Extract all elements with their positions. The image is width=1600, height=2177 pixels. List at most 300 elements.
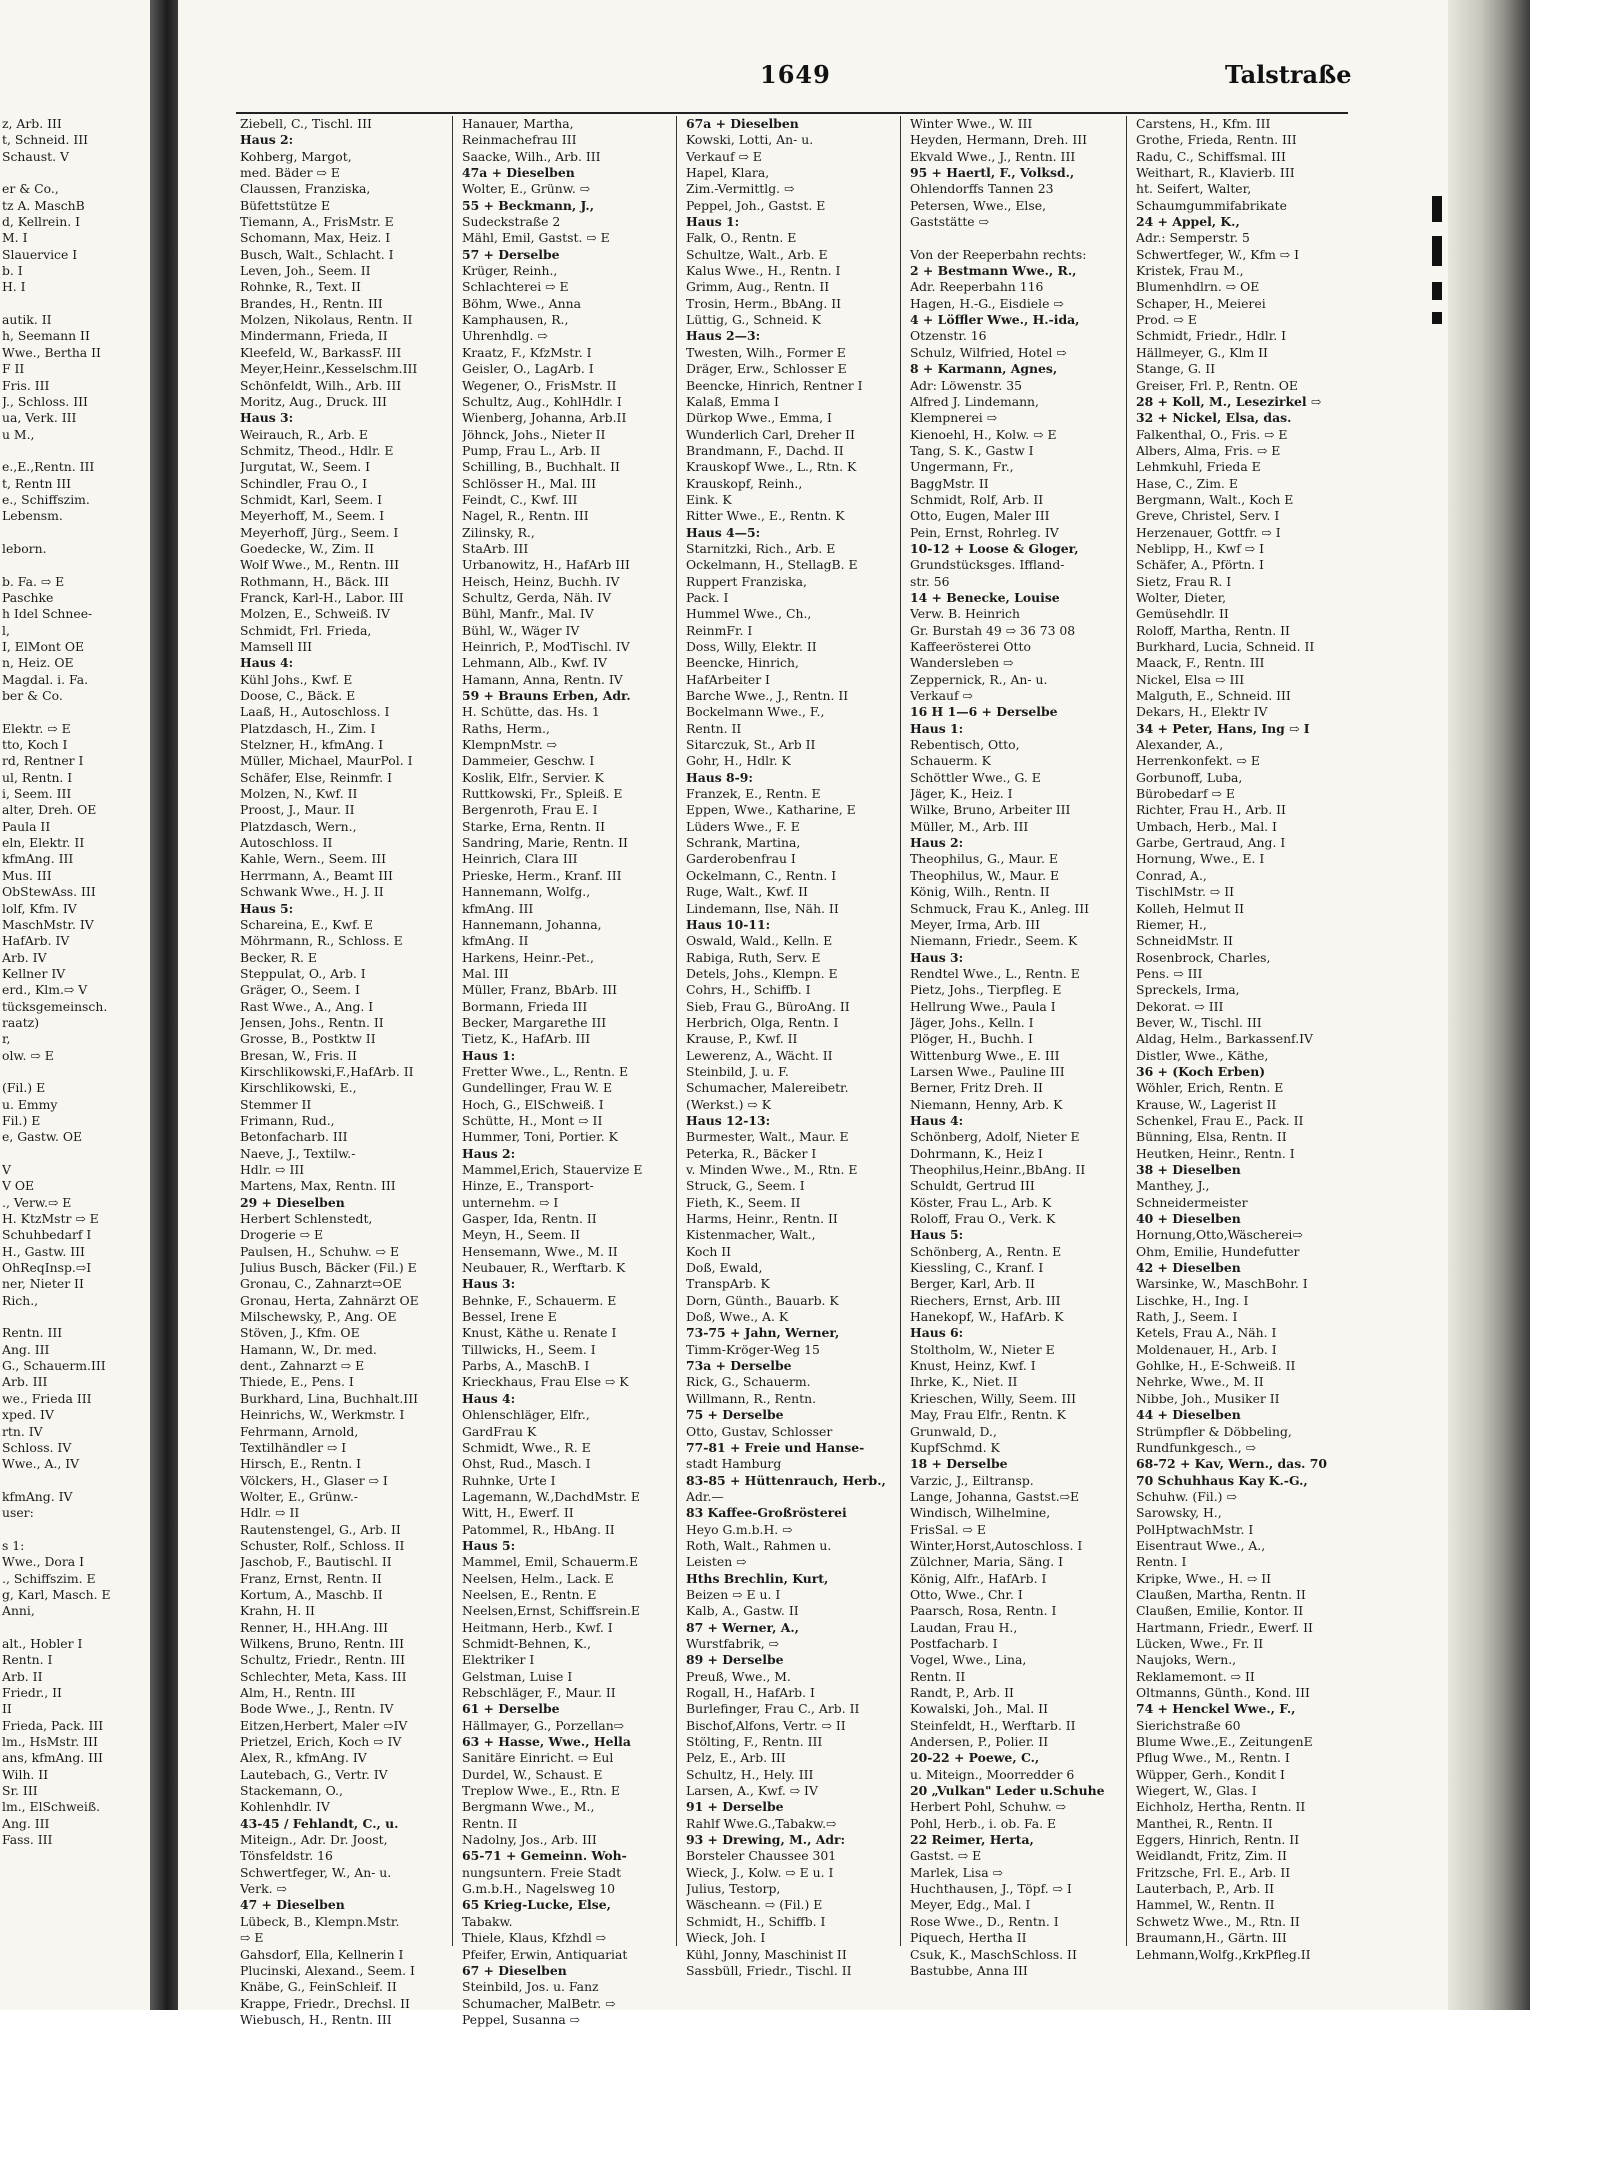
directory-entry: Hällmayer, G., Porzellan⇨ xyxy=(462,1717,625,1733)
directory-entry: Haus 10-11: xyxy=(686,916,771,932)
directory-entry: May, Frau Elfr., Rentn. K xyxy=(910,1407,1066,1423)
directory-entry: Bever, W., Tischl. III xyxy=(1136,1014,1262,1030)
directory-entry: König, Wilh., Rentn. II xyxy=(910,884,1050,900)
directory-entry: Wolter, E., Grünw. ⇨ xyxy=(462,181,591,197)
directory-entry: Busch, Walt., Schlacht. I xyxy=(240,246,394,262)
directory-entry: Laaß, H., Autoschloss. I xyxy=(240,704,390,720)
directory-entry: Schlachterei ⇨ E xyxy=(462,279,569,295)
directory-entry: u. Miteign., Moorredder 6 xyxy=(910,1766,1075,1782)
directory-entry: Warsinke, W., MaschBohr. I xyxy=(1136,1276,1308,1292)
directory-entry: Herrenkonfekt. ⇨ E xyxy=(1136,753,1260,769)
directory-entry: Riechers, Ernst, Arb. III xyxy=(910,1292,1061,1308)
directory-entry: 63 + Hasse, Wwe., Hella xyxy=(462,1734,631,1750)
directory-entry: 4 + Löffler Wwe., H.-ida, xyxy=(910,312,1080,328)
directory-entry: Weidlandt, Fritz, Zim. II xyxy=(1136,1848,1287,1864)
directory-entry: Gelstman, Luise I xyxy=(462,1668,573,1684)
directory-entry: Hornung,Otto,Wäscherei⇨ xyxy=(1136,1227,1303,1243)
directory-entry: Hapel, Klara, xyxy=(686,165,770,181)
directory-entry: Bühl, W., Wäger IV xyxy=(462,622,580,638)
directory-entry: Stackemann, O., xyxy=(240,1783,343,1799)
directory-entry: Kaffeerösterei Otto xyxy=(910,639,1031,654)
directory-entry: SchneidMstr. II xyxy=(1136,933,1233,949)
directory-entry: Lischke, H., Ing. I xyxy=(1136,1292,1249,1308)
directory-entry: Schlechter, Meta, Kass. III xyxy=(240,1668,407,1684)
directory-entry: Burmester, Walt., Maur. E xyxy=(686,1129,849,1145)
directory-entry: 57 + Derselbe xyxy=(462,246,560,262)
directory-entry: Brandmann, F., Dachd. II xyxy=(686,442,844,458)
directory-entry: Gräger, O., Seem. I xyxy=(240,982,360,998)
directory-entry: Zülchner, Maria, Säng. I xyxy=(910,1554,1064,1570)
directory-entry: Wwe., Bertha II xyxy=(2,344,101,360)
directory-entry: Bergmann Wwe., M., xyxy=(462,1799,595,1815)
directory-entry: Neelsen,Ernst, Schiffsrein.E xyxy=(462,1603,640,1619)
directory-entry: Schaumgummifabrikate xyxy=(1136,197,1287,213)
directory-entry: Knäbe, G., FeinSchleif. II xyxy=(240,1979,397,1995)
directory-entry: Stelzner, H., kfmAng. I xyxy=(240,737,384,753)
directory-entry: Becker, Margarethe III xyxy=(462,1014,607,1030)
directory-entry: H., Gastw. III xyxy=(2,1243,85,1259)
directory-entry: HafArb. IV xyxy=(2,933,70,949)
directory-column-4 xyxy=(910,116,1120,1979)
directory-entry: Ohlendorffs Tannen 23 xyxy=(910,181,1054,197)
directory-entry: kfmAng. III xyxy=(462,900,534,916)
directory-entry: Stange, G. II xyxy=(1136,361,1216,377)
directory-entry: dent., Zahnarzt ⇨ E xyxy=(240,1358,365,1374)
directory-entry: Gronau, C., Zahnarzt⇨OE xyxy=(240,1276,402,1292)
directory-entry: Rundfunkgesch., ⇨ xyxy=(1136,1439,1257,1455)
directory-entry: Schmidt, Rolf, Arb. II xyxy=(910,491,1044,507)
directory-entry: ., Verw.⇨ E xyxy=(2,1194,72,1210)
directory-entry: Wwe., Dora I xyxy=(2,1554,85,1570)
directory-entry: Arb. IV xyxy=(2,949,47,965)
directory-entry: tücksgemeinsch. xyxy=(2,998,108,1014)
directory-entry: 87 + Werner, A., xyxy=(686,1619,799,1635)
directory-entry: Lebensm. xyxy=(2,508,63,524)
directory-entry: Zeppernick, R., An- u. xyxy=(910,671,1048,687)
directory-entry: Garbe, Gertraud, Ang. I xyxy=(1136,835,1286,851)
directory-entry: r, xyxy=(2,1031,11,1047)
directory-entry: 47a + Dieselben xyxy=(462,165,575,181)
directory-entry: Mähl, Emil, Gastst. ⇨ E xyxy=(462,230,610,246)
directory-entry: Greve, Christel, Serv. I xyxy=(1136,508,1280,524)
directory-entry: Steinbild, Jos. u. Fanz xyxy=(462,1979,599,1995)
directory-entry: Gr. Burstah 49 ⇨ 36 73 08 xyxy=(910,622,1076,638)
directory-entry: Gronau, Herta, Zahnärzt OE xyxy=(240,1292,419,1308)
directory-entry: Bormann, Frieda III xyxy=(462,998,588,1014)
directory-entry: Roth, Walt., Rahmen u. xyxy=(686,1537,832,1553)
directory-entry: Hällmeyer, G., Klm II xyxy=(1136,344,1268,360)
directory-entry: Kripke, Wwe., H. ⇨ II xyxy=(1136,1570,1272,1586)
directory-entry: MaschMstr. IV xyxy=(2,916,94,932)
directory-entry: Haus 5: xyxy=(240,900,294,916)
directory-entry: Fil.) E xyxy=(2,1112,41,1128)
directory-entry: Hornung, Wwe., E. I xyxy=(1136,851,1265,867)
directory-entry: PolHptwachMstr. I xyxy=(1136,1521,1254,1537)
directory-entry: Alfred J. Lindemann, xyxy=(910,393,1039,409)
directory-entry: Wieck, J., Kolw. ⇨ E u. I xyxy=(686,1864,834,1880)
directory-entry: Ruhnke, Urte I xyxy=(462,1472,556,1488)
directory-entry: 77-81 + Freie und Hanse- xyxy=(686,1439,865,1455)
directory-entry: Eitzen,Herbert, Maler ⇨IV xyxy=(240,1717,408,1733)
directory-entry: Heisch, Heinz, Buchh. IV xyxy=(462,573,620,589)
directory-entry: Schmidt-Behnen, K., xyxy=(462,1635,591,1651)
directory-entry: erd., Klm.⇨ V xyxy=(2,982,88,998)
directory-entry: Textilhändler ⇨ I xyxy=(240,1439,347,1455)
directory-entry: Plöger, H., Buchh. I xyxy=(910,1031,1033,1047)
directory-entry: Kortum, A., Maschb. II xyxy=(240,1586,383,1602)
directory-entry: Beizen ⇨ E u. I xyxy=(686,1586,781,1602)
directory-entry: Durdel, W., Schaust. E xyxy=(462,1766,603,1782)
directory-entry: Hoch, G., ElSchweiß. I xyxy=(462,1096,604,1112)
directory-entry: Wieck, Joh. I xyxy=(686,1930,766,1946)
directory-entry: Heinrichs, W., Werkmstr. I xyxy=(240,1407,405,1423)
directory-entry: Haus 1: xyxy=(462,1047,516,1063)
directory-entry: Rentn. II xyxy=(910,1668,966,1684)
directory-entry: ReinmFr. I xyxy=(686,622,753,638)
directory-entry: Eisentraut Wwe., A., xyxy=(1136,1537,1266,1553)
directory-entry: Schneidermeister xyxy=(1136,1194,1248,1210)
directory-entry: Gohr, H., Hdlr. K xyxy=(686,753,791,769)
directory-entry: Prod. ⇨ E xyxy=(1136,312,1197,328)
directory-entry: Schultz, Aug., KohlHdlr. I xyxy=(462,393,622,409)
directory-entry: Ockelmann, C., Rentn. I xyxy=(686,867,837,883)
directory-entry: Kalb, A., Gastw. II xyxy=(686,1603,799,1619)
directory-entry: Theophilus, W., Maur. E xyxy=(910,867,1060,883)
directory-entry: u. Emmy xyxy=(2,1096,58,1112)
directory-entry: 95 + Haertl, F., Volksd., xyxy=(910,165,1075,181)
directory-entry: Timm-Kröger-Weg 15 xyxy=(686,1341,820,1357)
directory-entry: Ekvald Wwe., J., Rentn. III xyxy=(910,148,1076,164)
directory-entry: Reklamemont. ⇨ II xyxy=(1136,1668,1255,1684)
directory-entry: Mindermann, Frieda, II xyxy=(240,328,388,344)
directory-entry: ua, Verk. III xyxy=(2,410,77,426)
directory-entry: Proost, J., Maur. II xyxy=(240,802,355,818)
directory-entry: user: xyxy=(2,1505,34,1521)
directory-entry: xped. IV xyxy=(2,1407,54,1423)
directory-entry: g, Karl, Masch. E xyxy=(2,1586,111,1602)
directory-entry: unternehm. ⇨ I xyxy=(462,1194,559,1210)
directory-entry: Schenkel, Frau E., Pack. II xyxy=(1136,1112,1304,1128)
directory-entry: Wandersleben ⇨ xyxy=(910,655,1014,671)
directory-entry: Bessel, Irene E xyxy=(462,1309,557,1325)
directory-entry: Jensen, Johs., Rentn. II xyxy=(240,1014,384,1030)
directory-entry: Plucinski, Alexand., Seem. I xyxy=(240,1962,415,1978)
directory-entry: ObStewAss. III xyxy=(2,884,96,900)
directory-entry: Huchthausen, J., Töpf. ⇨ I xyxy=(910,1881,1072,1897)
directory-entry: Rohnke, R., Text. II xyxy=(240,279,361,295)
directory-entry: Stoltholm, W., Nieter E xyxy=(910,1341,1055,1357)
directory-entry: Paulsen, H., Schuhw. ⇨ E xyxy=(240,1243,400,1259)
directory-entry: Schultz, Gerda, Näh. IV xyxy=(462,589,612,605)
directory-entry: Wilkens, Bruno, Rentn. III xyxy=(240,1635,404,1651)
directory-entry xyxy=(2,1064,150,1080)
directory-entry: Witt, H., Ewerf. II xyxy=(462,1505,574,1521)
directory-entry: Neelsen, E., Rentn. E xyxy=(462,1586,597,1602)
directory-entry: Molzen, Nikolaus, Rentn. II xyxy=(240,312,413,328)
directory-column-3 xyxy=(686,116,896,1979)
directory-entry: Mamsell III xyxy=(240,639,313,654)
directory-entry: Niemann, Henny, Arb. K xyxy=(910,1096,1063,1112)
directory-entry: Schönfeldt, Wilh., Arb. III xyxy=(240,377,402,393)
directory-entry: Sarowsky, H., xyxy=(1136,1505,1222,1521)
directory-entry: Feindt, C., Kwf. III xyxy=(462,491,578,507)
directory-entry: Wöhler, Erich, Rentn. E xyxy=(1136,1080,1284,1096)
directory-entry: Wilh. II xyxy=(2,1766,49,1782)
directory-entry: Kirschlikowski,F.,HafArb. II xyxy=(240,1063,414,1079)
directory-entry: Schmidt, Karl, Seem. I xyxy=(240,491,382,507)
directory-entry: Krauskopf Wwe., L., Rtn. K xyxy=(686,459,857,475)
directory-entry: Schrank, Martina, xyxy=(686,835,801,851)
directory-entry: Verkauf ⇨ xyxy=(910,688,973,704)
directory-entry: ans, kfmAng. III xyxy=(2,1750,103,1766)
directory-entry: Kraatz, F., KfzMstr. I xyxy=(462,344,592,360)
directory-entry: raatz) xyxy=(2,1014,40,1030)
directory-entry: Schwetz Wwe., M., Rtn. II xyxy=(1136,1913,1300,1929)
directory-entry: Ang. III xyxy=(2,1341,50,1357)
directory-entry: Haus 2: xyxy=(462,1145,516,1161)
directory-entry: Rebentisch, Otto, xyxy=(910,737,1020,753)
directory-entry: Otto, Eugen, Maler III xyxy=(910,508,1050,524)
directory-entry: Lautebach, G., Vertr. IV xyxy=(240,1766,388,1782)
directory-entry: Csuk, K., MaschSchloss. II xyxy=(910,1946,1077,1962)
directory-entry: 36 + (Koch Erben) xyxy=(1136,1063,1266,1079)
directory-entry: Burlefinger, Frau C., Arb. II xyxy=(686,1701,860,1717)
directory-entry: Lücken, Wwe., Fr. II xyxy=(1136,1635,1264,1651)
directory-entry: Steinbild, J. u. F. xyxy=(686,1063,789,1079)
directory-entry: Kowski, Lotti, An- u. xyxy=(686,132,814,148)
directory-entry: 73-75 + Jahn, Werner, xyxy=(686,1325,840,1341)
directory-entry: Schaust. V xyxy=(2,148,69,164)
directory-entry: Falkenthal, O., Fris. ⇨ E xyxy=(1136,426,1288,442)
directory-entry: I, ElMont OE xyxy=(2,639,85,654)
directory-entry: Krappe, Friedr., Drechsl. II xyxy=(240,1995,410,2011)
directory-entry: Heyo G.m.b.H. ⇨ xyxy=(686,1521,793,1537)
directory-entry: Schmitz, Theod., Hdlr. E xyxy=(240,442,394,458)
directory-entry: V OE xyxy=(2,1178,35,1194)
directory-entry: Alexander, A., xyxy=(1136,737,1224,753)
directory-entry: Haus 6: xyxy=(910,1325,964,1341)
directory-entry: Berner, Fritz Dreh. II xyxy=(910,1080,1043,1096)
directory-entry: Hamann, W., Dr. med. xyxy=(240,1341,377,1357)
directory-entry: Ruge, Walt., Kwf. II xyxy=(686,884,808,900)
directory-entry: Theophilus,Heinr.,BbAng. II xyxy=(910,1162,1086,1177)
directory-entry: Wunderlich Carl, Dreher II xyxy=(686,426,855,442)
directory-entry: Bockelmann Wwe., F., xyxy=(686,704,825,720)
directory-entry: Becker, R. E xyxy=(240,949,317,965)
directory-entry: Maack, F., Rentn. III xyxy=(1136,655,1265,671)
directory-entry: Hinze, E., Transport- xyxy=(462,1178,594,1194)
directory-entry: Hanauer, Martha, xyxy=(462,116,574,131)
directory-entry: Manthei, R., Rentn. II xyxy=(1136,1815,1273,1831)
directory-entry: Verw. B. Heinrich xyxy=(910,606,1020,622)
directory-entry: V xyxy=(2,1162,11,1177)
directory-entry: Preuß, Wwe., M. xyxy=(686,1668,791,1684)
directory-entry: 18 + Derselbe xyxy=(910,1456,1008,1472)
directory-entry: Krauskopf, Reinh., xyxy=(686,475,803,491)
directory-entry: 67a + Dieselben xyxy=(686,116,799,131)
directory-entry: kfmAng. II xyxy=(462,933,529,949)
directory-entry: Dekars, H., Elektr IV xyxy=(1136,704,1268,720)
directory-entry: Lehmann, Alb., Kwf. IV xyxy=(462,655,607,671)
directory-entry: Berger, Karl, Arb. II xyxy=(910,1276,1035,1292)
directory-entry: Kahle, Wern., Seem. III xyxy=(240,851,387,867)
directory-entry: Haus 2: xyxy=(910,835,964,851)
directory-entry: Lübeck, B., Klempn.Mstr. xyxy=(240,1913,400,1929)
directory-entry: e., Schiffszim. xyxy=(2,491,90,507)
directory-entry: Laudan, Frau H., xyxy=(910,1619,1018,1635)
directory-entry: Burkhard, Lucia, Schneid. II xyxy=(1136,639,1315,654)
directory-entry: Ang. III xyxy=(2,1815,50,1831)
directory-entry: e.,E.,Rentn. III xyxy=(2,459,95,475)
directory-entry: Adr. Reeperbahn 116 xyxy=(910,279,1044,295)
directory-entry: Tabakw. xyxy=(462,1913,513,1929)
directory-entry: Urbanowitz, H., HafArb III xyxy=(462,557,630,573)
directory-entry: II xyxy=(2,1701,12,1717)
directory-entry: 89 + Derselbe xyxy=(686,1652,784,1668)
directory-entry: 24 + Appel, K., xyxy=(1136,214,1240,230)
directory-entry: 32 + Nickel, Elsa, das. xyxy=(1136,410,1292,426)
directory-entry: stadt Hamburg xyxy=(686,1456,782,1472)
directory-entry: Paschke xyxy=(2,589,54,605)
page-edge-shadow xyxy=(1448,0,1530,2010)
directory-entry: Rebschläger, F., Maur. II xyxy=(462,1685,616,1700)
directory-entry: Prieske, Herm., Kranf. III xyxy=(462,867,622,883)
directory-entry: Hammel, W., Rentn. II xyxy=(1136,1897,1275,1913)
directory-entry: KupfSchmd. K xyxy=(910,1439,1000,1455)
directory-entry: Fass. III xyxy=(2,1832,53,1848)
directory-entry: Wienberg, Johanna, Arb.II xyxy=(462,410,627,426)
directory-entry: Kistenmacher, Walt., xyxy=(686,1227,816,1243)
directory-entry: Ruppert Franziska, xyxy=(686,573,807,589)
directory-entry: Rosenbrock, Charles, xyxy=(1136,949,1271,965)
directory-entry: kfmAng. III xyxy=(2,851,74,867)
directory-entry: Ohlenschläger, Elfr., xyxy=(462,1407,590,1423)
directory-entry: Platzdasch, H., Zim. I xyxy=(240,720,376,736)
directory-entry: Umbach, Herb., Mal. I xyxy=(1136,818,1277,834)
directory-entry: Detels, Johs., Klempn. E xyxy=(686,965,838,981)
directory-entry: Müller, Michael, MaurPol. I xyxy=(240,753,413,769)
directory-entry: HafArbeiter I xyxy=(686,671,770,687)
directory-entry: Sieb, Frau G., BüroAng. II xyxy=(686,998,850,1014)
directory-entry: Kühl, Jonny, Maschinist II xyxy=(686,1946,847,1962)
directory-entry: Kristek, Frau M., xyxy=(1136,263,1244,279)
directory-entry: Windisch, Wilhelmine, xyxy=(910,1505,1051,1521)
directory-entry: Schauerm. K xyxy=(910,753,991,769)
directory-entry: Goedecke, W., Zim. II xyxy=(240,540,374,556)
directory-entry: Paarsch, Rosa, Rentn. I xyxy=(910,1603,1057,1619)
directory-entry: Kienoehl, H., Kolw. ⇨ E xyxy=(910,426,1057,442)
directory-entry: Kohberg, Margot, xyxy=(240,148,352,164)
directory-entry: Schwertfeger, W., Kfm ⇨ I xyxy=(1136,246,1299,262)
directory-entry: Lehmkuhl, Frieda E xyxy=(1136,459,1261,475)
directory-entry: Nadolny, Jos., Arb. III xyxy=(462,1832,597,1848)
directory-entry: Haus 2: xyxy=(240,132,294,148)
directory-entry: Otto, Gustav, Schlosser xyxy=(686,1423,833,1439)
directory-entry: b. Fa. ⇨ E xyxy=(2,573,65,589)
directory-entry: Andersen, P., Polier. II xyxy=(910,1734,1049,1750)
directory-entry: Peppel, Susanna ⇨ xyxy=(462,2011,581,2027)
directory-entry: Alex, R., kfmAng. IV xyxy=(240,1750,367,1766)
directory-entry: Gemüsehdlr. II xyxy=(1136,606,1229,622)
directory-entry: Hdlr. ⇨ III xyxy=(240,1162,305,1177)
directory-entry: Verk. ⇨ xyxy=(240,1881,287,1897)
directory-entry: Eggers, Hinrich, Rentn. II xyxy=(1136,1832,1300,1848)
directory-entry: Kowalski, Joh., Mal. II xyxy=(910,1701,1048,1717)
directory-entry: Grundstücksges. Iffland- xyxy=(910,557,1065,573)
directory-entry: Naeve, J., Textilw.- xyxy=(240,1145,356,1161)
scan-mark xyxy=(1432,282,1442,300)
directory-entry: Rentn. II xyxy=(462,1815,518,1831)
directory-entry: Tiemann, A., FrisMstr. E xyxy=(240,214,394,230)
directory-entry: TranspArb. K xyxy=(686,1276,770,1292)
directory-entry: Haus 5: xyxy=(910,1227,964,1243)
directory-entry: Rabiga, Ruth, Serv. E xyxy=(686,949,821,965)
directory-entry: 83 Kaffee-Großrösterei xyxy=(686,1505,847,1521)
directory-entry: Rogall, H., HafArb. I xyxy=(686,1685,815,1700)
directory-entry: Tönsfeldstr. 16 xyxy=(240,1848,333,1864)
directory-entry: Schuhbedarf I xyxy=(2,1227,92,1243)
directory-entry: t, Schneid. III xyxy=(2,132,89,148)
directory-entry: Garderobenfrau I xyxy=(686,851,796,867)
directory-entry: z, Arb. III xyxy=(2,116,62,131)
directory-entry: Hamann, Anna, Rentn. IV xyxy=(462,671,623,687)
directory-entry: kfmAng. IV xyxy=(2,1488,73,1504)
directory-entry: Arb. III xyxy=(2,1374,48,1390)
directory-entry: Heyden, Hermann, Dreh. III xyxy=(910,132,1088,148)
directory-entry: 67 + Dieselben xyxy=(462,1962,567,1978)
directory-entry: Meyn, H., Seem. II xyxy=(462,1227,581,1243)
directory-entry: TischlMstr. ⇨ II xyxy=(1136,884,1235,900)
directory-entry: Sitarczuk, St., Arb II xyxy=(686,737,816,753)
directory-entry: 68-72 + Kav, Wern., das. 70 xyxy=(1136,1456,1328,1472)
street-title: Talstraße xyxy=(1225,60,1352,89)
directory-entry: Winter Wwe., W. III xyxy=(910,116,1033,131)
directory-entry: Schönberg, Adolf, Nieter E xyxy=(910,1129,1080,1145)
directory-entry: Roloff, Frau O., Verk. K xyxy=(910,1211,1056,1227)
directory-entry: Jaschob, F., Bautischl. II xyxy=(240,1554,392,1570)
directory-entry: Beencke, Hinrich, Rentner I xyxy=(686,377,863,393)
directory-entry: H. Schütte, das. Hs. 1 xyxy=(462,704,600,720)
directory-entry: Fehrmann, Arnold, xyxy=(240,1423,359,1439)
directory-entry: Eichholz, Hertha, Rentn. II xyxy=(1136,1799,1306,1815)
directory-entry: Moldenauer, H., Arb. I xyxy=(1136,1341,1277,1357)
directory-entry: tto, Koch I xyxy=(2,737,68,753)
directory-entry: Dürkop Wwe., Emma, I xyxy=(686,410,832,426)
directory-entry: Hagen, H.-G., Eisdiele ⇨ xyxy=(910,295,1064,311)
directory-entry: Randt, P., Arb. II xyxy=(910,1685,1014,1700)
directory-entry: Grimm, Aug., Rentn. II xyxy=(686,279,830,295)
directory-entry: Pelz, E., Arb. III xyxy=(686,1750,786,1766)
directory-entry: Molzen, N., Kwf. II xyxy=(240,786,358,802)
directory-entry: Haus 5: xyxy=(462,1537,516,1553)
directory-entry: Kühl Johs., Kwf. E xyxy=(240,671,353,687)
directory-entry: Tillwicks, H., Seem. I xyxy=(462,1341,596,1357)
column-divider xyxy=(900,116,901,1946)
directory-entry: Brandes, H., Rentn. III xyxy=(240,295,383,311)
directory-entry: Nickel, Elsa ⇨ III xyxy=(1136,671,1245,687)
directory-entry: Harkens, Heinr.-Pet., xyxy=(462,949,594,965)
directory-entry: Schloss. IV xyxy=(2,1439,72,1455)
directory-entry: Wiebusch, H., Rentn. III xyxy=(240,2011,392,2027)
directory-entry: Weithart, R., Klavierb. III xyxy=(1136,165,1295,181)
directory-entry: lm., ElSchweiß. xyxy=(2,1799,101,1815)
directory-entry: Bergmann, Walt., Koch E xyxy=(1136,491,1294,507)
directory-entry: Bode Wwe., J., Rentn. IV xyxy=(240,1701,394,1717)
directory-entry: Parbs, A., MaschB. I xyxy=(462,1358,590,1374)
directory-entry: Herbrich, Olga, Rentn. I xyxy=(686,1014,839,1030)
scan-mark xyxy=(1432,236,1442,266)
directory-entry: Riemer, H., xyxy=(1136,916,1207,932)
